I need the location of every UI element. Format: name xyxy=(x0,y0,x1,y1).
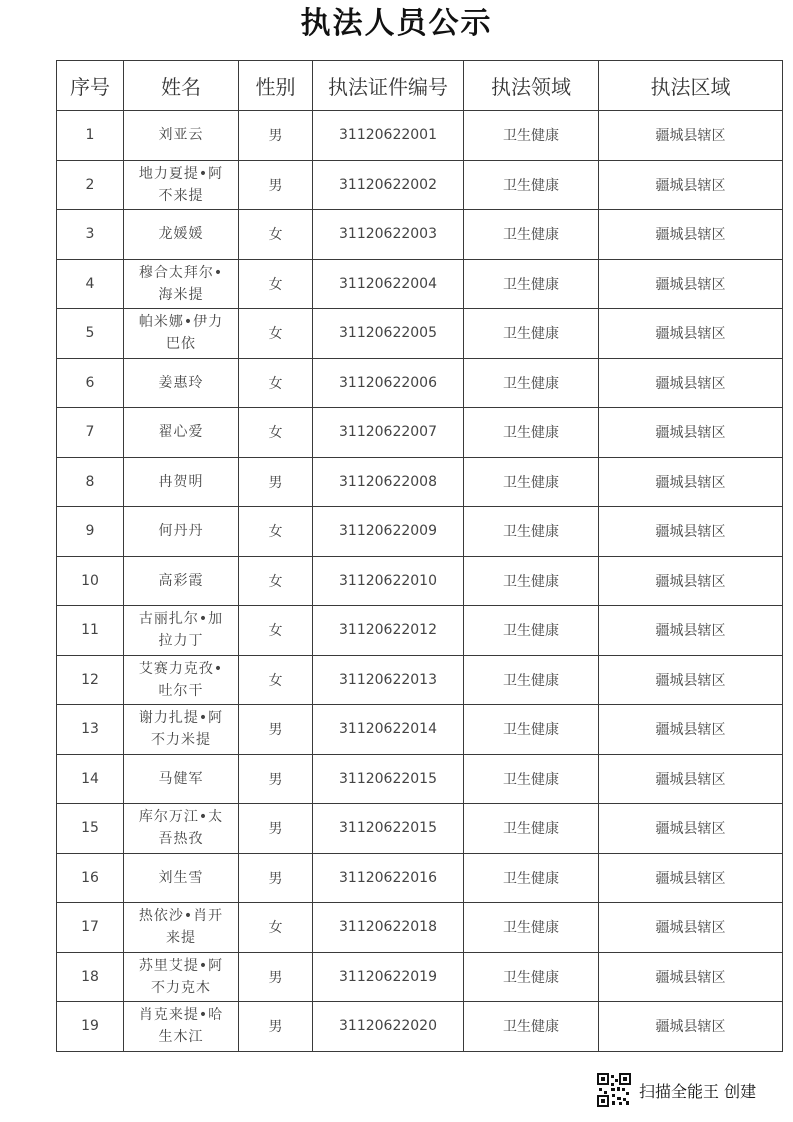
cell-name: 刘亚云 xyxy=(158,127,204,144)
cell-name-container xyxy=(124,655,239,705)
header-gender: 性别 xyxy=(239,61,313,111)
cell-gender: 女 xyxy=(239,358,313,408)
cell-name-container xyxy=(124,556,239,606)
qr-code-icon xyxy=(597,1073,631,1107)
cell-field: 卫生健康 xyxy=(464,606,599,656)
cell-cert-no: 31120622019 xyxy=(313,952,464,1002)
cell-cert-no: 31120622012 xyxy=(313,606,464,656)
cell-name: 穆合太拜尔•海米提 xyxy=(138,264,224,303)
cell-name: 热依沙•肖开来提 xyxy=(138,908,224,947)
cell-cert-no: 31120622001 xyxy=(313,111,464,161)
cell-cert-no: 31120622008 xyxy=(313,457,464,507)
cell-seq: 18 xyxy=(57,952,124,1002)
cell-gender: 男 xyxy=(239,952,313,1002)
table-row xyxy=(57,556,783,606)
cell-cert-no: 31120622016 xyxy=(313,853,464,903)
cell-name-container xyxy=(124,259,239,309)
table-row xyxy=(57,309,783,359)
cell-field: 卫生健康 xyxy=(464,358,599,408)
table-row xyxy=(57,952,783,1002)
cell-seq: 3 xyxy=(57,210,124,260)
table-row xyxy=(57,457,783,507)
cell-seq: 8 xyxy=(57,457,124,507)
cell-name-container xyxy=(124,111,239,161)
cell-seq: 6 xyxy=(57,358,124,408)
cell-region: 疆城县辖区 xyxy=(599,556,783,606)
cell-name-container xyxy=(124,507,239,557)
cell-name-container xyxy=(124,903,239,953)
cell-seq: 7 xyxy=(57,408,124,458)
cell-region: 疆城县辖区 xyxy=(599,804,783,854)
cell-field: 卫生健康 xyxy=(464,556,599,606)
cell-region: 疆城县辖区 xyxy=(599,903,783,953)
cell-cert-no: 31120622004 xyxy=(313,259,464,309)
table-row xyxy=(57,259,783,309)
cell-seq: 12 xyxy=(57,655,124,705)
cell-gender: 女 xyxy=(239,903,313,953)
cell-gender: 男 xyxy=(239,111,313,161)
cell-field: 卫生健康 xyxy=(464,903,599,953)
cell-seq: 19 xyxy=(57,1002,124,1052)
cell-cert-no: 31120622018 xyxy=(313,903,464,953)
cell-gender: 女 xyxy=(239,259,313,309)
cell-gender: 男 xyxy=(239,754,313,804)
cell-region: 疆城县辖区 xyxy=(599,606,783,656)
table-row xyxy=(57,408,783,458)
cell-field: 卫生健康 xyxy=(464,210,599,260)
cell-gender: 男 xyxy=(239,457,313,507)
cell-gender: 女 xyxy=(239,408,313,458)
cell-gender: 男 xyxy=(239,705,313,755)
cell-region: 疆城县辖区 xyxy=(599,1002,783,1052)
cell-gender: 女 xyxy=(239,507,313,557)
cell-region: 疆城县辖区 xyxy=(599,853,783,903)
cell-region: 疆城县辖区 xyxy=(599,160,783,210)
table-row xyxy=(57,804,783,854)
cell-field: 卫生健康 xyxy=(464,408,599,458)
cell-field: 卫生健康 xyxy=(464,853,599,903)
cell-gender: 男 xyxy=(239,160,313,210)
table-body xyxy=(57,111,783,1052)
cell-gender: 女 xyxy=(239,606,313,656)
cell-cert-no: 31120622005 xyxy=(313,309,464,359)
cell-seq: 4 xyxy=(57,259,124,309)
table-row xyxy=(57,853,783,903)
cell-seq: 2 xyxy=(57,160,124,210)
cell-cert-no: 31120622002 xyxy=(313,160,464,210)
cell-region: 疆城县辖区 xyxy=(599,655,783,705)
cell-region: 疆城县辖区 xyxy=(599,457,783,507)
cell-name: 帕米娜•伊力巴依 xyxy=(138,314,224,353)
cell-seq: 9 xyxy=(57,507,124,557)
table-row xyxy=(57,358,783,408)
cell-name-container xyxy=(124,408,239,458)
cell-seq: 15 xyxy=(57,804,124,854)
cell-region: 疆城县辖区 xyxy=(599,358,783,408)
cell-field: 卫生健康 xyxy=(464,507,599,557)
cell-cert-no: 31120622006 xyxy=(313,358,464,408)
cell-name: 谢力扎提•阿不力米提 xyxy=(138,710,224,749)
cell-field: 卫生健康 xyxy=(464,309,599,359)
cell-field: 卫生健康 xyxy=(464,804,599,854)
cell-region: 疆城县辖区 xyxy=(599,754,783,804)
cell-name-container xyxy=(124,358,239,408)
header-field: 执法领域 xyxy=(464,61,599,111)
cell-gender: 男 xyxy=(239,804,313,854)
cell-name: 刘生雪 xyxy=(158,869,204,886)
cell-name-container xyxy=(124,804,239,854)
cell-region: 疆城县辖区 xyxy=(599,952,783,1002)
table-row xyxy=(57,160,783,210)
cell-name-container xyxy=(124,1002,239,1052)
cell-name-container xyxy=(124,457,239,507)
cell-name: 古丽扎尔•加拉力丁 xyxy=(138,611,224,650)
cell-field: 卫生健康 xyxy=(464,754,599,804)
table-row xyxy=(57,655,783,705)
cell-gender: 女 xyxy=(239,556,313,606)
cell-seq: 10 xyxy=(57,556,124,606)
cell-cert-no: 31120622013 xyxy=(313,655,464,705)
table-row xyxy=(57,754,783,804)
cell-cert-no: 31120622009 xyxy=(313,507,464,557)
cell-gender: 女 xyxy=(239,309,313,359)
cell-field: 卫生健康 xyxy=(464,655,599,705)
table-row xyxy=(57,606,783,656)
scanner-watermark xyxy=(597,1071,756,1109)
cell-region: 疆城县辖区 xyxy=(599,111,783,161)
cell-name-container xyxy=(124,160,239,210)
cell-name: 艾赛力克孜•吐尔干 xyxy=(138,660,224,699)
cell-region: 疆城县辖区 xyxy=(599,210,783,260)
cell-cert-no: 31120622015 xyxy=(313,754,464,804)
watermark-text: 扫描全能王 创建 xyxy=(639,1081,757,1101)
cell-gender: 女 xyxy=(239,655,313,705)
cell-name: 龙媛媛 xyxy=(158,226,204,243)
cell-field: 卫生健康 xyxy=(464,259,599,309)
cell-name: 苏里艾提•阿不力克木 xyxy=(138,957,224,996)
table-row xyxy=(57,705,783,755)
cell-region: 疆城县辖区 xyxy=(599,507,783,557)
cell-name: 地力夏提•阿不来提 xyxy=(138,165,224,204)
header-name: 姓名 xyxy=(124,61,239,111)
cell-name-container xyxy=(124,606,239,656)
cell-name-container xyxy=(124,754,239,804)
cell-seq: 11 xyxy=(57,606,124,656)
cell-cert-no: 31120622014 xyxy=(313,705,464,755)
cell-field: 卫生健康 xyxy=(464,1002,599,1052)
cell-cert-no: 31120622020 xyxy=(313,1002,464,1052)
page-title: 执法人员公示 xyxy=(300,6,493,41)
cell-name: 高彩霞 xyxy=(158,572,204,589)
cell-name: 库尔万江•太吾热孜 xyxy=(138,809,224,848)
table-row xyxy=(57,210,783,260)
table-header-row xyxy=(57,61,783,111)
cell-name: 翟心爱 xyxy=(158,424,204,441)
cell-region: 疆城县辖区 xyxy=(599,259,783,309)
header-seq: 序号 xyxy=(57,61,124,111)
cell-seq: 17 xyxy=(57,903,124,953)
cell-gender: 男 xyxy=(239,1002,313,1052)
cell-cert-no: 31120622010 xyxy=(313,556,464,606)
personnel-table xyxy=(56,60,783,1052)
cell-field: 卫生健康 xyxy=(464,952,599,1002)
cell-name: 冉贺明 xyxy=(158,473,204,490)
header-region: 执法区域 xyxy=(599,61,783,111)
cell-name: 姜惠玲 xyxy=(158,374,204,391)
cell-name-container xyxy=(124,853,239,903)
cell-name: 何丹丹 xyxy=(158,523,204,540)
cell-seq: 5 xyxy=(57,309,124,359)
table-row xyxy=(57,1002,783,1052)
cell-cert-no: 31120622007 xyxy=(313,408,464,458)
cell-cert-no: 31120622003 xyxy=(313,210,464,260)
cell-name: 马健军 xyxy=(158,770,204,787)
cell-region: 疆城县辖区 xyxy=(599,705,783,755)
cell-field: 卫生健康 xyxy=(464,705,599,755)
cell-seq: 1 xyxy=(57,111,124,161)
cell-region: 疆城县辖区 xyxy=(599,408,783,458)
cell-gender: 男 xyxy=(239,853,313,903)
cell-name-container xyxy=(124,952,239,1002)
header-cert-no: 执法证件编号 xyxy=(313,61,464,111)
table-row xyxy=(57,111,783,161)
cell-name-container xyxy=(124,705,239,755)
cell-cert-no: 31120622015 xyxy=(313,804,464,854)
cell-name-container xyxy=(124,309,239,359)
cell-field: 卫生健康 xyxy=(464,160,599,210)
cell-name-container xyxy=(124,210,239,260)
cell-name: 肖克来提•哈生木江 xyxy=(138,1007,224,1046)
table-row xyxy=(57,507,783,557)
cell-gender: 女 xyxy=(239,210,313,260)
table-row xyxy=(57,903,783,953)
cell-seq: 16 xyxy=(57,853,124,903)
cell-region: 疆城县辖区 xyxy=(599,309,783,359)
cell-seq: 14 xyxy=(57,754,124,804)
cell-field: 卫生健康 xyxy=(464,111,599,161)
cell-seq: 13 xyxy=(57,705,124,755)
cell-field: 卫生健康 xyxy=(464,457,599,507)
